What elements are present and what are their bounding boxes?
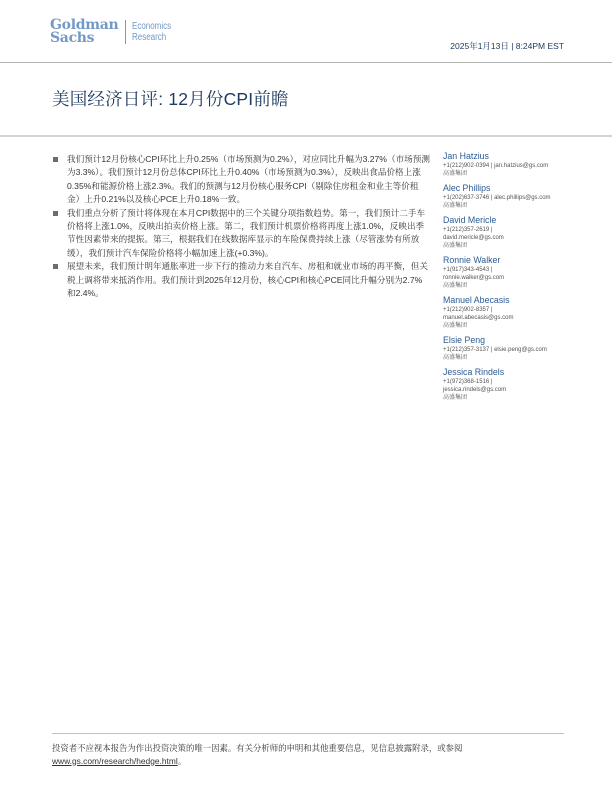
- bullet-text: 我们预计12月份核心CPI环比上升0.25%（市场预测为0.2%），对应同比升幅为3.27%（市场预测为3.3%）。我们预计12月份总体CPI环比上升0.40%（市场预测为0.3%），反映出食品价格上涨0.35%和能源价格上涨2.3%。我们的预测与12月份核心服务CPI（剔除住房租金和业主等价租金）上升0.21%以及核心PCE上升0.18%一致。: [67, 154, 430, 205]
- division-name: [132, 21, 171, 43]
- author-email[interactable]: manuel.abecasis@gs.com: [443, 315, 514, 321]
- bullet-text: 我们重点分析了预计将体现在本月CPI数据中的三个关键分项指数趋势。第一，我们预计二手车价格将上涨1.0%，反映出拍卖价格上涨。第二，我们预计机票价格将再度上涨1.0%，反映出季节性因素带来的提振。第三，根据我们在线数据库显示的车险保费持续上涨（尽管涨势有所放缓），我们预计汽车保险价格将小幅加速上涨(+0.3%)。: [67, 207, 426, 258]
- goldman-sachs-logo: [50, 19, 181, 45]
- author-name: Ronnie Walker: [443, 255, 501, 265]
- author-email[interactable]: ronnie.walker@gs.com: [443, 275, 505, 281]
- bullet-point: [52, 207, 430, 261]
- bullet-point: [52, 260, 430, 300]
- author-card: [443, 295, 578, 330]
- author-card: [443, 183, 578, 210]
- author-contact[interactable]: +1(212)357-3137 | elsie.peng@gs.com: [443, 347, 547, 353]
- page-title: 美国经济日评: 12月份CPI前瞻: [52, 89, 289, 109]
- division-line-1: Economics: [132, 21, 172, 32]
- author-name: Elsie Peng: [443, 335, 486, 345]
- author-list: [443, 151, 578, 407]
- author-card: [443, 367, 578, 402]
- author-phone: +1(212)357-2619 |: [443, 227, 493, 233]
- publish-datetime: 2025年1月13日 | 8:24PM EST: [450, 41, 564, 51]
- author-contact[interactable]: +1(212)902-0394 | jan.hatzius@gs.com: [443, 163, 549, 169]
- division-line-2: Research: [132, 32, 167, 43]
- brand-line-2: Sachs: [50, 30, 95, 46]
- author-phone: +1(972)368-1516 |: [443, 379, 493, 385]
- author-card: [443, 335, 578, 362]
- square-bullet-icon: [53, 264, 58, 269]
- square-bullet-icon: [53, 211, 58, 216]
- disclaimer-suffix: 。: [177, 755, 187, 766]
- key-points: [52, 153, 430, 300]
- author-name: David Mericle: [443, 215, 497, 225]
- disclaimer: [52, 742, 567, 767]
- author-firm: 高盛集团: [443, 171, 468, 177]
- logo-divider: [125, 20, 126, 44]
- author-name: Alec Phillips: [443, 183, 491, 193]
- disclaimer-text: 投资者不应视本报告为作出投资决策的唯一因素。有关分析师的申明和其他重要信息，见信息披露附录，或参阅: [52, 743, 463, 753]
- header-divider: [0, 62, 612, 63]
- title-divider: [0, 135, 612, 137]
- author-card: [443, 255, 578, 290]
- author-card: [443, 215, 578, 250]
- author-name: Manuel Abecasis: [443, 295, 510, 305]
- brand-line-1: Goldman: [50, 17, 119, 33]
- author-name: Jan Hatzius: [443, 151, 489, 161]
- author-firm: 高盛集团: [443, 243, 468, 249]
- author-firm: 高盛集团: [443, 323, 468, 329]
- footer-divider: [52, 733, 564, 734]
- bullet-text: 展望未来，我们预计明年通胀率进一步下行的推动力来自汽车、房租和就业市场的再平衡，但关税上调将带来抵消作用。我们预计到2025年12月份，核心CPI和核心PCE同比升幅分别为2.7%和2.4%。: [67, 261, 428, 299]
- author-phone: +1(917)343-4543 |: [443, 267, 493, 273]
- author-phone: +1(212)902-8357 |: [443, 307, 493, 313]
- author-email[interactable]: david.mericle@gs.com: [443, 235, 504, 241]
- author-firm: 高盛集团: [443, 355, 468, 361]
- square-bullet-icon: [53, 157, 58, 162]
- author-firm: 高盛集团: [443, 203, 468, 209]
- author-firm: 高盛集团: [443, 395, 468, 401]
- author-contact[interactable]: +1(202)637-3746 | alec.phillips@gs.com: [443, 195, 551, 201]
- author-card: [443, 151, 578, 178]
- author-name: Jessica Rindels: [443, 367, 505, 377]
- brand-wordmark: [50, 19, 118, 45]
- author-email[interactable]: jessica.rindels@gs.com: [443, 387, 507, 393]
- bullet-point: [52, 153, 430, 207]
- author-firm: 高盛集团: [443, 283, 468, 289]
- disclosure-link[interactable]: www.gs.com/research/hedge.html: [52, 755, 178, 766]
